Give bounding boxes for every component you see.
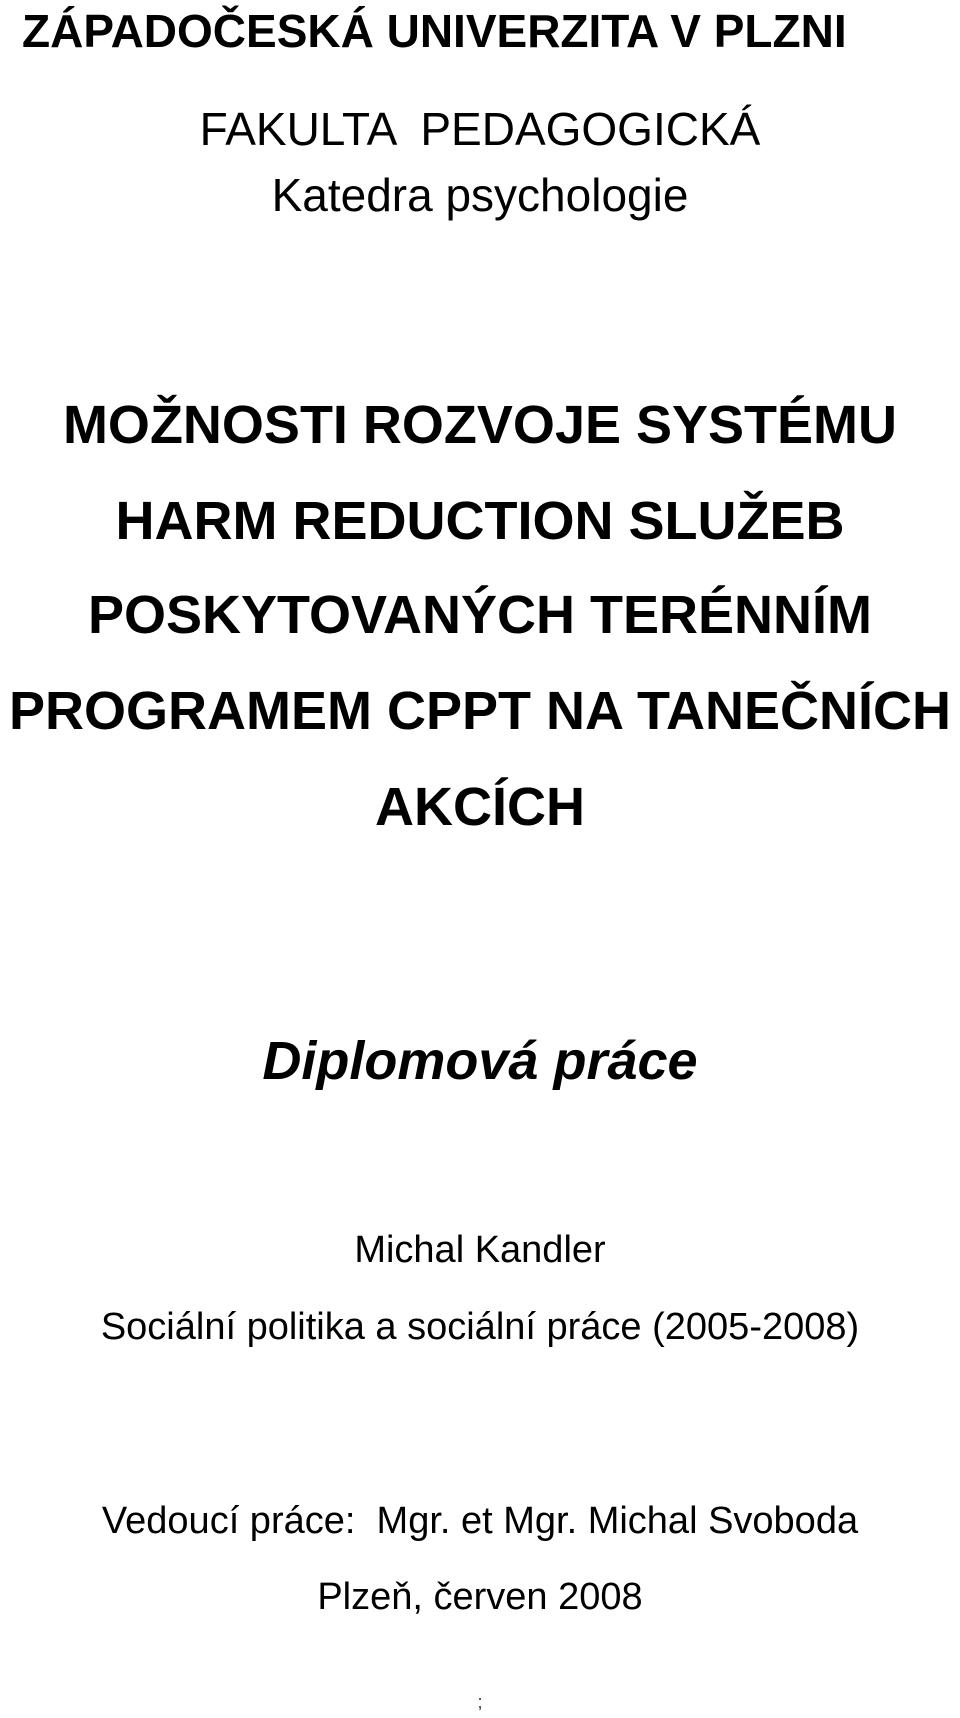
thesis-title-line: PROGRAMEM CPPT NA TANEČNÍCH: [9, 681, 951, 741]
department-name: Katedra psychologie: [271, 169, 689, 221]
thesis-type: Diplomová práce: [262, 1031, 698, 1091]
place-date: Plzeň, červen 2008: [317, 1576, 643, 1618]
thesis-title-line: HARM REDUCTION SLUŽEB: [115, 491, 845, 551]
page-mark: ;: [477, 1692, 483, 1712]
thesis-title-line: MOŽNOSTI ROZVOJE SYSTÉMU: [62, 395, 898, 455]
thesis-title-line: AKCÍCH: [375, 777, 585, 837]
supervisor: Vedoucí práce: Mgr. et Mgr. Michal Svoboda: [101, 1500, 859, 1542]
author-name: Michal Kandler: [354, 1229, 606, 1271]
thesis-title-line: POSKYTOVANÝCH TERÉNNÍM: [87, 585, 873, 645]
faculty-name: FAKULTA PEDAGOGICKÁ: [199, 103, 761, 155]
study-program: Sociální politika a sociální práce (2005-2008): [100, 1306, 860, 1348]
university-name: ZÁPADOČESKÁ UNIVERZITA V PLZNI: [22, 5, 847, 57]
